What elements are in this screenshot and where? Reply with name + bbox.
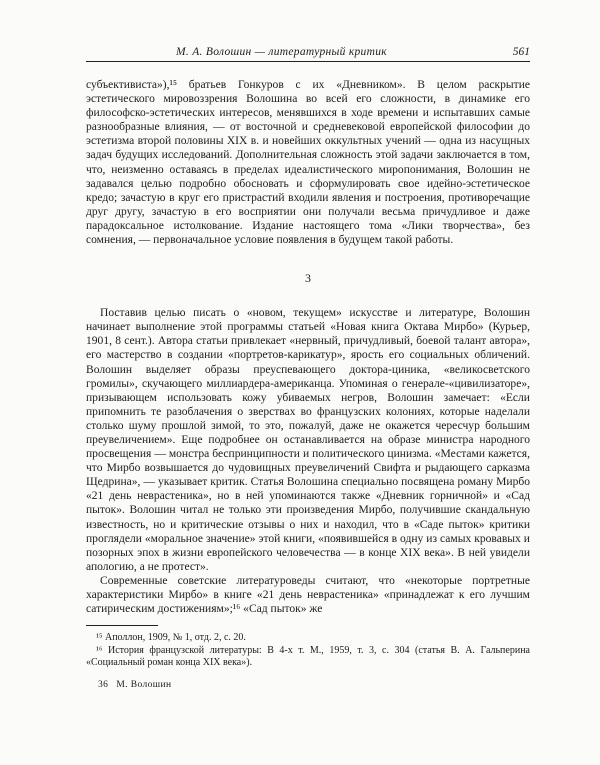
running-header [86, 46, 530, 62]
sheet-number: 36 [98, 679, 109, 690]
footnote-15: ¹⁵ Аполлон, 1909, № 1, отд. 2, с. 20. [96, 632, 246, 644]
signature-name: М. Волошин [116, 679, 172, 690]
section-number: 3 [305, 271, 311, 286]
paragraph-2: Поставив целью писать о «новом, текущем» искусстве и литературе, Волошин начинает выполнение этой программы статьей «Новая книга Октава Мирбо» (Курьер, 1901, 8 сент.). Автора статьи привлекает «нервный, причудливый, боевой талант автора», его мастерство в создании «портретов-карикатур», ярость его социальных обличений. Волошин выделяет образы преуспевающего доктора-циника, «великосветского громилы», скучающего миллиардера-американца. Упоминая о генерале-«цивилизаторе», призывающем использовать кожу убиваемых негров, Волошин замечает: «Если припомнить те разоблачения о зверствах во французских колониях, которые наделали столько шуму прошлой зимой, то это, пожалуй, даже не окажется чересчур большим преувеличением». Еще подробнее он останавливается на образе министра народного просвещения — монстра беспринципности и политического цинизма. «Местами кажется, что Мирбо возвышается до чудовищных преувеличений Свифта и рыдающего сарказма Щедрина», — указывает критик. Статья Волошина специально посвящена роману Мирбо «21 день неврастеника», но в ней упоминаются также «Дневник горничной» и «Сад пыток». Волошин читал не только эти произведения Мирбо, получившие скандальную известность, но и критические отзывы о них и находил, что в «Саде пыток» критики проглядели «моральное значение» этой книги, «появившейся в одну из самых кровавых и позорных эпох в жизни европейского человечества — в конце XIX века». В ней увидели апологию, а не протест». [86, 307, 530, 573]
header-title: М. А. Волошин — литературный критик [176, 46, 387, 58]
footnote-divider [86, 625, 158, 626]
printer-signature [86, 680, 530, 690]
page-number: 561 [512, 46, 530, 58]
paragraph-3: Современные советские литературоведы считают, что «некоторые портретные характеристики Мирбо» в книге «21 день неврастеника» «принадлежат к его лучшим сатирическим достижениям»;¹⁶ «Сад пыток» же [86, 574, 530, 616]
footnote-16: ¹⁶ История французской литературы: В 4-х т. М., 1959, т. 3, с. 304 (статья В. А. Гальперина «Социальный роман конца XIX века»). [86, 644, 530, 669]
paragraph-1: субъективиста»),¹⁵ братьев Гонкуров с их «Дневником». В целом раскрытие эстетического мировоззрения Волошина во всей его сложности, в динамике его философско-эстетических интересов, менявшихся в ходе времени и испытавших самые разнообразные влияния, — от восточной и средневековой европейской философии до эстетизма второй половины XIX в. и новейших оккультных учений — одна из насущных задач будущих исследований. Дополнительная сложность этой задачи заключается в том, что, неизменно оставаясь в пределах идеалистического миропонимания, Волошин не задавался целью подробно обосновать и сформулировать свое идейно-эстетическое кредо; зачастую в круг его пристрастий входили явления и построения, противоречащие друг другу, зачастую в его восприятии они получали весьма причудливое и даже парадоксальное истолкование. Издание настоящего тома «Лики творчества», без сомнения, — первоначальное условие появления в будущем такой работы. [86, 79, 530, 247]
page [86, 46, 530, 690]
